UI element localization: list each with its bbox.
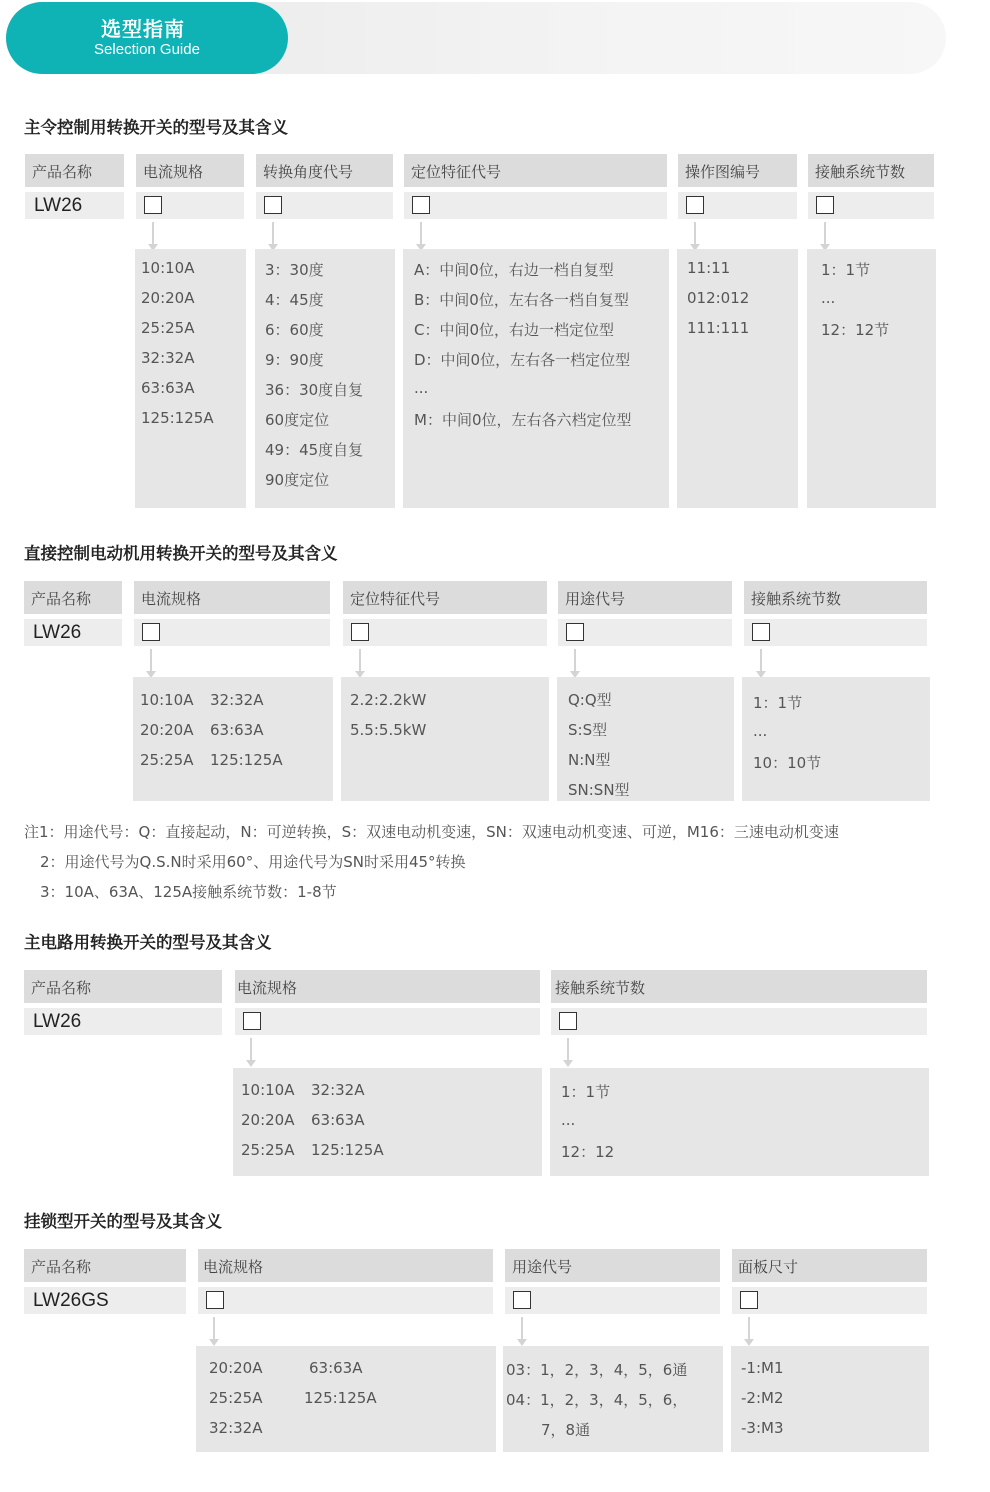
checkbox-icon	[816, 196, 834, 214]
list-item: 25:25A	[241, 1141, 295, 1159]
list-item: ...	[414, 379, 429, 397]
header-contact-sections: 接触系统节数	[808, 154, 934, 187]
angle-code-slot	[256, 192, 393, 219]
list-item: 20:20A	[140, 721, 194, 739]
options-contact	[550, 1068, 929, 1176]
banner-title-en: Selection Guide	[94, 41, 200, 58]
list-item: 49：45度自复	[265, 441, 364, 459]
contact-sections-slot	[551, 1008, 927, 1035]
checkbox-icon	[264, 196, 282, 214]
list-item: 125:125A	[141, 409, 214, 427]
options-current	[133, 677, 333, 801]
list-item: 63:63A	[141, 379, 195, 397]
header-product-name: 产品名称	[24, 581, 122, 614]
list-item: 6：60度	[265, 321, 324, 339]
usage-code-slot	[505, 1287, 720, 1314]
list-item: 7，8通	[541, 1421, 591, 1439]
header-panel-size: 面板尺寸	[732, 1249, 927, 1282]
section-title-padlock: 挂锁型开关的型号及其含义	[24, 1212, 222, 1231]
list-item: D：中间0位，左右各一档定位型	[414, 351, 631, 369]
options-current	[196, 1346, 496, 1452]
panel-size-slot	[732, 1287, 927, 1314]
list-item: -2:M2	[741, 1389, 784, 1407]
list-item: 1：1节	[821, 261, 871, 279]
list-item: 20:20A	[241, 1111, 295, 1129]
checkbox-icon	[351, 623, 369, 641]
list-item: 32:32A	[311, 1081, 365, 1099]
list-item: 32:32A	[210, 691, 264, 709]
list-item: 10：10节	[753, 754, 822, 772]
arrow-down-icon	[146, 649, 156, 679]
header-current-spec: 电流规格	[136, 154, 244, 187]
list-item: 25:25A	[141, 319, 195, 337]
list-item: ...	[821, 289, 836, 307]
checkbox-icon	[559, 1012, 577, 1030]
list-item: 3：30度	[265, 261, 324, 279]
contact-sections-slot	[808, 192, 934, 219]
note-2: 2：用途代号为Q.S.N时采用60°、用途代号为SN时采用45°转换	[40, 853, 466, 871]
note-3: 3：10A、63A、125A接触系统节数：1-8节	[40, 883, 337, 901]
list-item: ...	[561, 1111, 576, 1129]
options-usage	[557, 677, 734, 801]
list-item: SN:SN型	[568, 781, 630, 799]
header-diagram-number: 操作图编号	[678, 154, 797, 187]
options-current	[233, 1068, 542, 1176]
list-item: 11:11	[687, 259, 731, 277]
checkbox-icon	[740, 1291, 758, 1309]
list-item: 32:32A	[209, 1419, 263, 1437]
header-current-spec: 电流规格	[134, 581, 330, 614]
list-item: 10:10A	[140, 691, 194, 709]
list-item: 63:63A	[309, 1359, 363, 1377]
list-item: 10:10A	[141, 259, 195, 277]
list-item: 10:10A	[241, 1081, 295, 1099]
list-item: 25:25A	[209, 1389, 263, 1407]
contact-sections-slot	[744, 619, 927, 646]
banner-title-zh: 选型指南	[101, 17, 185, 41]
product-value: LW26GS	[24, 1287, 186, 1314]
position-code-slot	[343, 619, 547, 646]
list-item: 125:125A	[311, 1141, 384, 1159]
arrow-down-icon	[209, 1317, 219, 1347]
list-item: N:N型	[568, 751, 611, 769]
arrow-down-icon	[570, 649, 580, 679]
header-contact-sections: 接触系统节数	[744, 581, 927, 614]
checkbox-icon	[144, 196, 162, 214]
list-item: 20:20A	[209, 1359, 263, 1377]
arrow-down-icon	[268, 222, 278, 252]
list-item: 90度定位	[265, 471, 330, 489]
arrow-down-icon	[690, 222, 700, 252]
list-item: 63:63A	[311, 1111, 365, 1129]
options-position	[403, 249, 669, 508]
list-item: 1：1节	[753, 694, 803, 712]
list-item: 04：1，2，3，4，5，6，	[506, 1391, 688, 1409]
header-current-spec: 电流规格	[235, 970, 540, 1003]
list-item: B：中间0位，左右各一档自复型	[414, 291, 629, 309]
list-item: -1:M1	[741, 1359, 784, 1377]
list-item: 20:20A	[141, 289, 195, 307]
current-spec-slot	[134, 619, 330, 646]
product-value: LW26	[25, 192, 124, 219]
arrow-down-icon	[355, 649, 365, 679]
list-item: -3:M3	[741, 1419, 784, 1437]
header-position-code: 定位特征代号	[343, 581, 547, 614]
usage-code-slot	[558, 619, 732, 646]
options-contact	[807, 249, 936, 508]
arrow-down-icon	[820, 222, 830, 252]
checkbox-icon	[566, 623, 584, 641]
checkbox-icon	[513, 1291, 531, 1309]
list-item: S:S型	[568, 721, 608, 739]
arrow-down-icon	[148, 222, 158, 252]
list-item: 36：30度自复	[265, 381, 364, 399]
list-item: 12：12	[561, 1143, 615, 1161]
header-product-name: 产品名称	[24, 970, 222, 1003]
list-item: 63:63A	[210, 721, 264, 739]
section-title-master-control: 主令控制用转换开关的型号及其含义	[24, 118, 288, 137]
arrow-down-icon	[756, 649, 766, 679]
options-contact	[742, 677, 930, 801]
checkbox-icon	[243, 1012, 261, 1030]
list-item: 25:25A	[140, 751, 194, 769]
selection-guide-banner	[6, 2, 288, 74]
list-item: 12：12节	[821, 321, 890, 339]
header-current-spec: 电流规格	[198, 1249, 493, 1282]
list-item: 60度定位	[265, 411, 330, 429]
list-item: A：中间0位，右边一档自复型	[414, 261, 614, 279]
list-item: M：中间0位，左右各六档定位型	[414, 411, 632, 429]
list-item: 4：45度	[265, 291, 324, 309]
checkbox-icon	[752, 623, 770, 641]
list-item: 1：1节	[561, 1083, 611, 1101]
checkbox-icon	[142, 623, 160, 641]
header-position-code: 定位特征代号	[404, 154, 667, 187]
header-product-name: 产品名称	[24, 1249, 186, 1282]
list-item: ...	[753, 722, 768, 740]
options-panel-size	[731, 1346, 929, 1452]
checkbox-icon	[686, 196, 704, 214]
list-item: 012:012	[687, 289, 750, 307]
options-angle	[255, 249, 395, 508]
list-item: 03：1，2，3，4，5，6通	[506, 1361, 688, 1379]
current-spec-slot	[136, 192, 244, 219]
position-code-slot	[404, 192, 667, 219]
checkbox-icon	[206, 1291, 224, 1309]
section-title-motor-control: 直接控制电动机用转换开关的型号及其含义	[24, 544, 338, 563]
list-item: 9：90度	[265, 351, 324, 369]
list-item: 111:111	[687, 319, 750, 337]
header-usage-code: 用途代号	[558, 581, 732, 614]
list-item: C：中间0位，右边一档定位型	[414, 321, 615, 339]
list-item: 125:125A	[304, 1389, 377, 1407]
arrow-down-icon	[563, 1038, 573, 1068]
current-spec-slot	[235, 1008, 540, 1035]
header-angle-code: 转换角度代号	[256, 154, 393, 187]
header-usage-code: 用途代号	[505, 1249, 720, 1282]
arrow-down-icon	[517, 1317, 527, 1347]
header-contact-sections: 接触系统节数	[551, 970, 927, 1003]
header-product-name: 产品名称	[25, 154, 124, 187]
note-1: 注1：用途代号：Q：直接起动，N：可逆转换，S：双速电动机变速，SN：双速电动机变速、可逆，M16：三速电动机变速	[24, 823, 839, 841]
section-title-main-circuit: 主电路用转换开关的型号及其含义	[24, 933, 272, 952]
list-item: 125:125A	[210, 751, 283, 769]
list-item: Q:Q型	[568, 691, 612, 709]
list-item: 32:32A	[141, 349, 195, 367]
arrow-down-icon	[744, 1317, 754, 1347]
list-item: 2.2:2.2kW	[350, 691, 427, 709]
diagram-number-slot	[678, 192, 797, 219]
checkbox-icon	[412, 196, 430, 214]
arrow-down-icon	[246, 1038, 256, 1068]
options-usage	[503, 1346, 723, 1452]
options-power	[341, 677, 549, 801]
options-current	[135, 249, 246, 508]
arrow-down-icon	[416, 222, 426, 252]
list-item: 5.5:5.5kW	[350, 721, 427, 739]
product-value: LW26	[24, 1008, 222, 1035]
product-value: LW26	[24, 619, 122, 646]
options-diagram	[677, 249, 798, 508]
current-spec-slot	[198, 1287, 493, 1314]
